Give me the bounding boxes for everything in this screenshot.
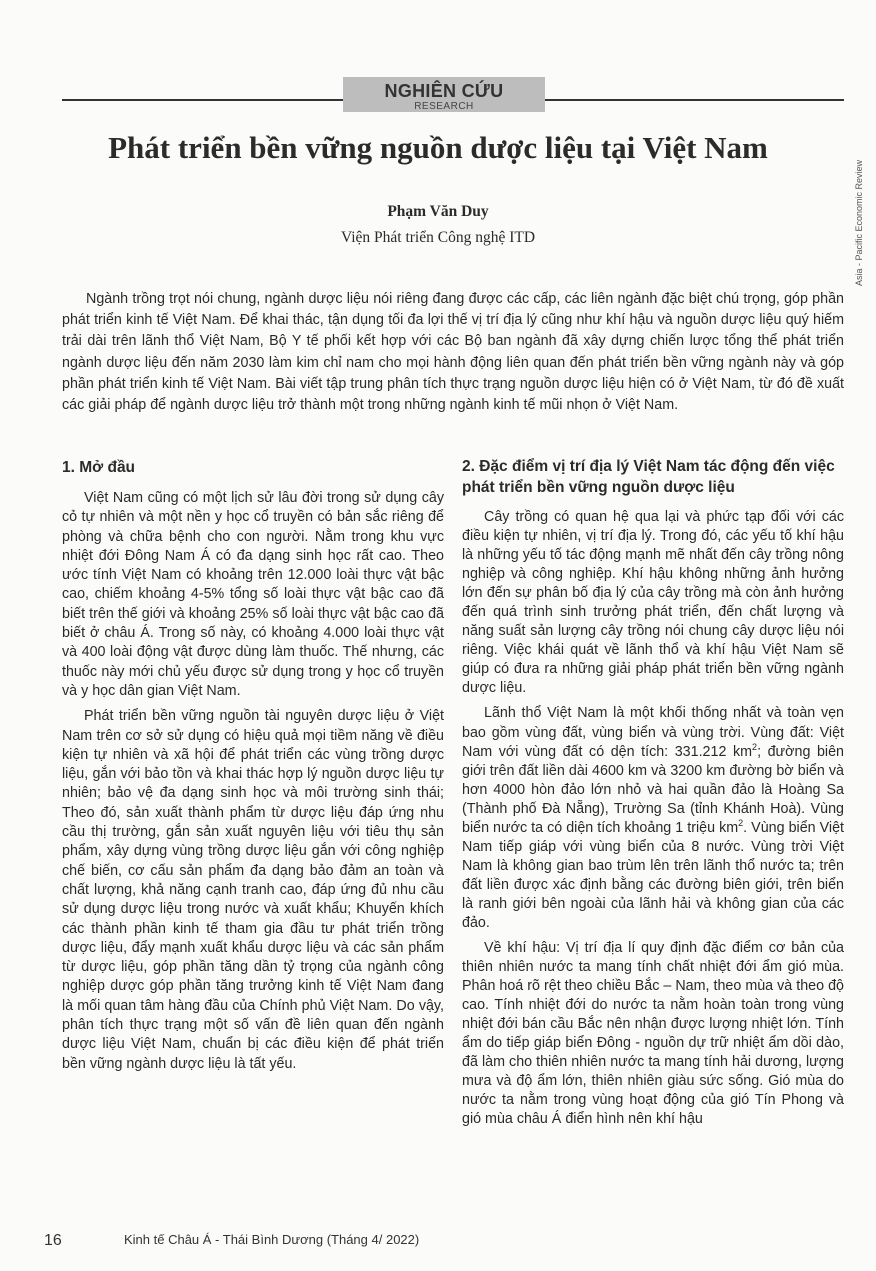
section-label-box	[343, 77, 545, 112]
author-name: Phạm Văn Duy	[387, 203, 489, 220]
section-2-paragraph	[462, 704, 844, 933]
section-2-heading: 2. Đặc điểm vị trí địa lý Việt Nam tác động đến việc phát triển bền vững nguồn dược liệu	[462, 458, 835, 496]
journal-name: Kinh tế Châu Á - Thái Bình Dương (Tháng 4/ 2022)	[124, 1232, 420, 1247]
section-1-paragraph: Phát triển bền vững nguồn tài nguyên dược liệu ở Việt Nam trên cơ sở sử dụng có hiệu quả mọi tiềm năng về điều kiện tự nhiên và xã hội để phát triển các vùng trồng dược liệu, gắn với bảo tồn và khai thác hợp lý nguồn dược liệu tự nhiên; bảo vệ đa dạng sinh học và môi trường sinh thái; Theo đó, sản xuất thành phẩm từ dược liệu đáp ứng nhu cầu thị trường, gắn sản xuất nguyên liệu với tiêu thụ sản phẩm, xây dựng vùng trồng dược liệu gắn với công nghiệp chế biến, cơ cấu sản phẩm đa dạng bảo đảm an toàn và chất lượng, khả năng cạnh tranh cao, đáp ứng đủ nhu cầu sử dụng dược liệu trong nước và xuất khẩu; Khuyến khích các thành phần kinh tế tham gia đầu tư phát triển trồng dược liệu, đẩy mạnh xuất khẩu dược liệu và các sản phẩm từ dược liệu, góp phần tăng dần tỷ trọng của ngành công nghiệp dược góp phần tăng trưởng kinh tế Việt Nam đang là mối quan tâm hàng đầu của Chính phủ Việt Nam. Do vậy, phân tích thực trạng một số vấn đề liên quan đến ngành dược liệu Việt Nam, chuẩn bị các điều kiện để phát triển bền vững ngành dược liệu là tất yếu.	[62, 708, 444, 1072]
paragraph-text: ; đường biên giới trên đất liền dài 4600 km và 3200 km đường bờ biển và hơn 4000 hòn đảo lớn nhỏ và hai quần đảo là Hoàng Sa (Thành phố Đà Nẵng), Trường Sa (tỉnh Khánh Hoà). Vùng biển nước ta có diện tích khoảng 1 triệu km	[462, 743, 845, 836]
superscript: 2	[752, 741, 758, 752]
page-footer	[44, 1232, 419, 1250]
paragraph-text: Lãnh thổ Việt Nam là một khối thống nhất và toàn vẹn bao gồm vùng đất, vùng biển và vùng trời. Vùng đất: Việt Nam với vùng đất có dện tích: 331.212 km	[462, 705, 844, 760]
paragraph-text: . Vùng biển Việt Nam tiếp giáp với vùng biển của 8 nước. Vùng trời Việt Nam là không gian bao trùm lên trên lãnh thổ nước ta; trên đất liền được xác định bằng các đường biên giới, trên biển là ranh giới bên ngoài của lãnh hải và không gian của các đảo.	[462, 819, 845, 931]
journal-side-label: Asia - Pacific Economic Review	[854, 159, 864, 286]
section-2-paragraph: Về khí hậu: Vị trí địa lí quy định đặc điểm cơ bản của thiên nhiên nước ta mang tính chất nhiệt đới ẩm gió mùa. Phân hoá rõ rệt theo chiều Bắc – Nam, theo mùa và theo độ cao. Tính nhiệt đới do nước ta nằm hoàn toàn trong vùng nhiệt đới bán cầu Bắc nên nhận được lượng nhiệt lớn. Tính ẩm do tiếp giáp biển Đông - nguồn dự trữ nhiệt ẩm dồi dào, đã làm cho thiên nhiên nước ta mang tính hải dương, lượng mưa và độ ẩm lớn, thiên nhiên giàu sức sống. Gió mùa do nước ta nằm trong vùng hoạt động của gió Tín Phong và gió mùa châu Á điển hình nên khí hậu	[462, 940, 844, 1128]
article-title: Phát triển bền vững nguồn dược liệu tại Việt Nam	[108, 130, 768, 165]
section-label-english: RESEARCH	[414, 101, 474, 112]
page-number: 16	[44, 1232, 62, 1249]
left-column	[62, 456, 444, 1080]
section-2-paragraph: Cây trồng có quan hệ qua lại và phức tạp đối với các điều kiện tự nhiên, vị trí địa lý. Trong đó, các yếu tố khí hậu là những yếu tố tác động mạnh mẽ nhất đến cây trồng nông nghiệp và công nghiệp. Khí hậu không những ảnh hưởng lớn đến sự phân bố địa lý của cây trồng mà còn ảnh hưởng đến quá trình sinh trưởng phát triển, đến chất lượng và năng suất sản lượng cây trồng nói chung cây dược liệu nói riêng. Việc khái quát về lãnh thổ và khí hậu Việt Nam sẽ giúp có đưa ra những giải pháp phát triển bền vững ngành dược liệu.	[462, 509, 844, 697]
section-1-heading: 1. Mở đầu	[62, 459, 136, 476]
right-column	[462, 456, 844, 1136]
abstract: Ngành trồng trọt nói chung, ngành dược liệu nói riêng đang được các cấp, các liên ngành đặc biệt chú trọng, góp phần phát triển kinh tế Việt Nam. Để khai thác, tận dụng tối đa lợi thế vị trí địa lý cũng như khí hậu và nguồn dược liệu quý hiếm trải dài trên lãnh thổ Việt Nam, Bộ Y tế phối kết hợp với các Bộ ban ngành đã xây dựng chiến lược tổng thể phát triển ngành dược liệu đến năm 2030 làm kim chỉ nam cho mọi hành động liên quan đến phát triển bền vững ngành này và góp phần phát triển kinh tế Việt Nam. Bài viết tập trung phân tích thực trạng nguồn dược liệu hiện có ở Việt Nam, từ đó đề xuất các giải pháp để ngành dược liệu trở thành một trong những ngành kinh tế mũi nhọn ở Việt Nam.	[62, 291, 844, 414]
section-label: NGHIÊN CỨU	[384, 81, 504, 101]
section-1-paragraph: Việt Nam cũng có một lịch sử lâu đời trong sử dụng cây cỏ tự nhiên và một nền y học cổ truyền có bản sắc riêng để phòng và chữa bệnh cho con người. Nằm trong khu vực nhiệt đới Đông Nam Á có đa dạng sinh học rất cao. Theo ước tính Việt Nam có khoảng trên 12.000 loài thực vật bậc cao, chiếm khoảng 4-5% tổng số loài thực vật bậc cao đã biết trên thế giới và khoảng 25% số loài thực vật bậc cao đã biết ở châu Á. Trong số này, có khoảng 4.000 loài thực vật và 400 loài động vật được dùng làm thuốc. Thế nhưng, các thuốc này mới chủ yếu được sử dụng trong y học cổ truyền và y học dân gian Việt Nam.	[62, 490, 444, 699]
author-affiliation: Viện Phát triển Công nghệ ITD	[340, 229, 536, 246]
superscript: 2	[738, 817, 744, 828]
